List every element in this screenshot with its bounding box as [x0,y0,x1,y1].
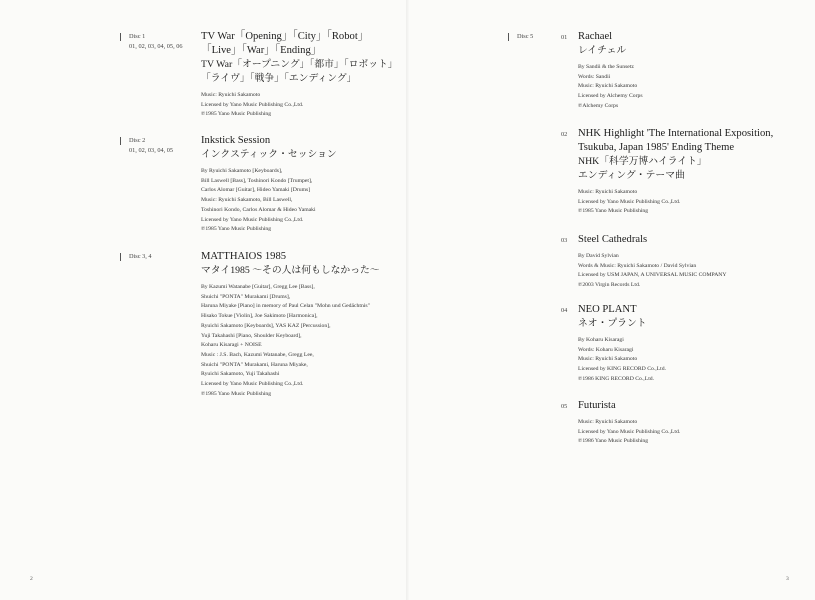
credit-line: Licensed by KING RECORD Co.,Ltd. [578,366,666,373]
credit-line: Words: Sandii [578,73,611,80]
track-number: 01 [561,34,568,41]
track-entry [578,233,727,291]
disc-label [508,33,533,41]
credit-line: ℗1985 Yano Music Publishing [201,390,272,397]
credit-line: ℗1985 Yano Music Publishing [201,226,272,233]
credits [201,167,337,235]
entry-title: Inkstick Session [201,135,271,146]
credit-line: Koharu Kisaragi + NOISE [201,342,262,349]
credit-line: By David Sylvian [578,253,619,259]
credit-line: Licensed by Yano Music Publishing Co.,Ltd. [201,101,304,108]
credits [578,188,773,217]
page-number: 3 [786,576,789,582]
credit-line: ℗Alchemy Corps [578,102,619,109]
credits [578,63,643,112]
credits [578,418,680,447]
credit-line: Music: Ryuichi Sakamoto [578,83,638,90]
track-number: 04 [561,307,568,314]
credit-line: Toshinori Kondo, Carlos Alomar & Hideo Yamaki [201,206,316,213]
credit-line: Licensed by USM JAPAN, A UNIVERSAL MUSIC COMPANY [578,272,727,279]
album-entry [201,250,380,399]
disc-label [120,33,183,51]
entry-title: 「Live」「War」「Ending」 [201,45,322,56]
entry-title-jp: 「ライヴ」「戦争」「エンディング」 [201,73,357,84]
credits [201,91,398,120]
disc-name: Disc 1 [120,33,183,41]
credit-line: ℗2003 Virgin Records Ltd. [578,282,641,289]
track-number: 05 [561,403,568,410]
disc-label [120,253,152,261]
track-title: NEO PLANT [578,304,637,315]
credit-line: Words: Koharu Kisaragi [578,346,634,353]
track-title: Tsukuba, Japan 1985' Ending Theme [578,142,735,153]
credit-line: Hisako Tokue [Violin], Joe Sakimoto [Harmonica], [201,313,318,320]
entry-title-jp: TV War「オープニング」「都市」「ロボット」 [201,59,398,70]
credit-line: ℗1986 KING RECORD Co.,Ltd. [578,375,655,382]
credits [578,252,727,291]
album-entry [201,134,337,235]
disc-tracks: 01, 02, 03, 04, 05, 06 [129,43,183,50]
track-title-jp: レイチェル [578,45,627,56]
track-title: NHK Highlight 'The International Exposition, [578,128,774,139]
track-title-jp: NHK「科学万博ハイライト」 [578,156,707,167]
page-number: 2 [30,576,33,582]
track-title: Steel Cathedrals [578,234,648,245]
credit-line: By Kazumi Watanabe [Guitar], Gregg Lee [Bass], [201,284,315,290]
track-entry [578,30,643,112]
credit-line: By Sandii & the Sunsetz [578,64,634,70]
credit-line: ℗1985 Yano Music Publishing [578,208,649,215]
credit-line: Shuichi "PONTA" Murakami [Drums], [201,293,291,300]
credit-line: Music: Ryuichi Sakamoto, Bill Laswell, [201,197,293,204]
credit-line: Music : J.S. Bach, Kazumi Watanabe, Gregg Lee, [201,351,314,358]
entry-title-jp: マタイ1985 〜その人は何もしなかった〜 [201,265,380,276]
track-title-jp: エンディング・テーマ曲 [578,170,685,181]
track-entry [578,127,773,217]
track-title: Futurista [578,400,616,411]
credit-line: Music: Ryuichi Sakamoto [201,92,261,98]
credit-line: Licensed by Alchemy Corps [578,93,643,100]
album-entry [201,30,398,120]
credit-line: Licensed by Yano Music Publishing Co.,Ltd. [578,428,681,435]
credits [201,283,380,399]
credit-line: By Ryuichi Sakamoto [Keyboards], [201,168,283,174]
credit-line: Carlos Alomar [Guitar], Hideo Yamaki [Drums] [201,187,311,194]
credit-line: Haruna Miyake [Piano] in memory of Paul Celan "Mohn und Gedächtnis" [201,303,370,310]
credit-line: Music: Ryuichi Sakamoto [578,189,638,195]
credit-line: ℗1985 Yano Music Publishing [201,111,272,118]
track-number: 03 [561,237,568,244]
credit-line: Shuichi "PONTA" Murakami, Haruna Miyake, [201,361,308,368]
credit-line: Music: Ryuichi Sakamoto [578,419,638,425]
credit-line: Ryuichi Sakamoto, Yuji Takahashi [201,371,280,378]
disc-name: Disc 3, 4 [120,253,152,261]
entry-title: TV War「Opening」「City」「Robot」 [201,31,369,42]
credit-line: Bill Laswell [Bass], Toshinori Kondo [Trumpet], [201,177,313,184]
credits [578,336,666,385]
credit-line: ℗1986 Yano Music Publishing [578,438,649,445]
track-title: Rachael [578,31,613,42]
disc-name: Disc 2 [120,137,173,145]
track-entry [578,399,680,447]
credit-line: Licensed by Yano Music Publishing Co.,Ltd. [578,198,681,205]
disc-tracks: 01, 02, 03, 04, 05 [129,147,174,154]
track-title-jp: ネオ・プラント [578,318,647,329]
disc-name: Disc 5 [508,33,533,41]
credit-line: Music: Ryuichi Sakamoto [578,356,638,363]
page-gutter [406,0,409,600]
entry-title: MATTHAIOS 1985 [201,251,287,262]
credit-line: Ryuichi Sakamoto [Keyboards], YAS KAZ [Percussion], [201,322,331,329]
credit-line: Yuji Takahashi [Piano, Shoulder Keyboard], [201,332,302,339]
credit-line: Licensed by Yano Music Publishing Co.,Ltd. [201,216,304,223]
track-entry [578,303,666,385]
credit-line: Licensed by Yano Music Publishing Co.,Ltd. [201,381,304,388]
disc-label [120,137,173,155]
credit-line: Words & Music: Ryuichi Sakamoto / David Sylvian [578,262,697,269]
credit-line: By Koharu Kisaragi [578,337,624,343]
track-number: 02 [561,131,568,138]
entry-title-jp: インクスティック・セッション [201,149,337,160]
